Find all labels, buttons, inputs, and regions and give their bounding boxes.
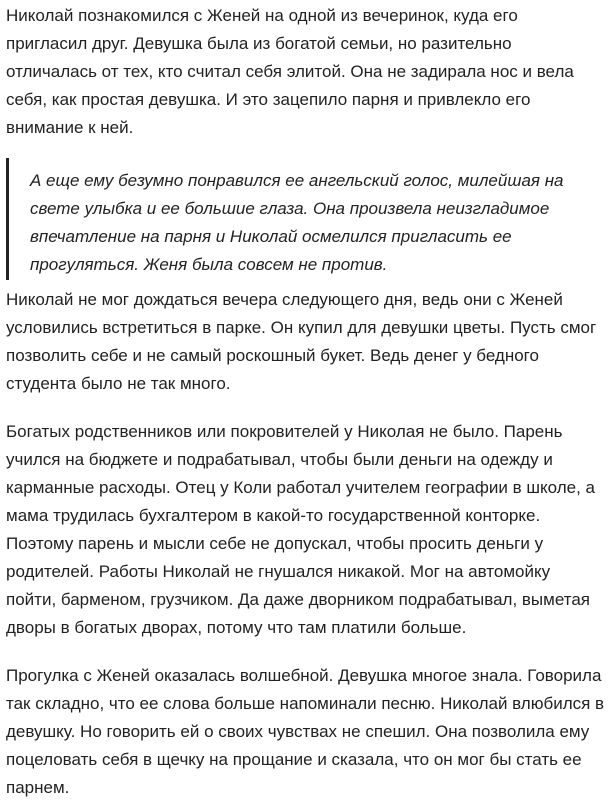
paragraph-background: Богатых родственников или покровителей у Николая не было. Парень учился на бюджете и подрабатывал, чтобы были деньги на одежду и карманные расходы. Отец у Коли работал учителем географии в школе, а мама трудилась бухгалтером в какой-то государственной конторке. Поэтому парень и мысли себе не допускал, чтобы просить деньги у родителей. Работы Николай не гнушался никакой. Мог на автомойку пойти, барменом, грузчиком. Да даже дворником подрабатывал, выметая дворы в богатых дворах, потому что там платили больше. (6, 422, 595, 637)
blockquote (6, 158, 606, 280)
quote-text: А еще ему безумно понравился ее ангельский голос, милейшая на свете улыбка и ее большие глаза. Она произвела неизгладимое впечатление на парня и Николай осмелился пригласить ее прогуляться. Женя была совсем не против. (30, 171, 564, 274)
paragraph-meeting: Николай не мог дождаться вечера следующего дня, ведь они с Женей условились встретиться в парке. Он купил для девушки цветы. Пусть смог позволить себе и не самый роскошный букет. Ведь денег у бедного студента было не так много. (6, 290, 597, 393)
quote-bar (6, 158, 9, 280)
paragraph-walk: Прогулка с Женей оказалась волшебной. Девушка многое знала. Говорила так складно, что ее слова больше напоминали песню. Николай влюбился в девушку. Но говорить ей о своих чувствах не спешил. Она позволила ему поцеловать себя в щечку на прощание и сказала, что он мог бы стать ее парнем. (6, 666, 605, 797)
paragraph-intro: Николай познакомился с Женей на одной из вечеринок, куда его пригласил друг. Девушка была из богатой семьи, но разительно отличалась от тех, кто считал себя элитой. Она не задирала нос и вела себя, как простая девушка. И это зацепило парня и привлекло его внимание к ней. (6, 6, 574, 137)
